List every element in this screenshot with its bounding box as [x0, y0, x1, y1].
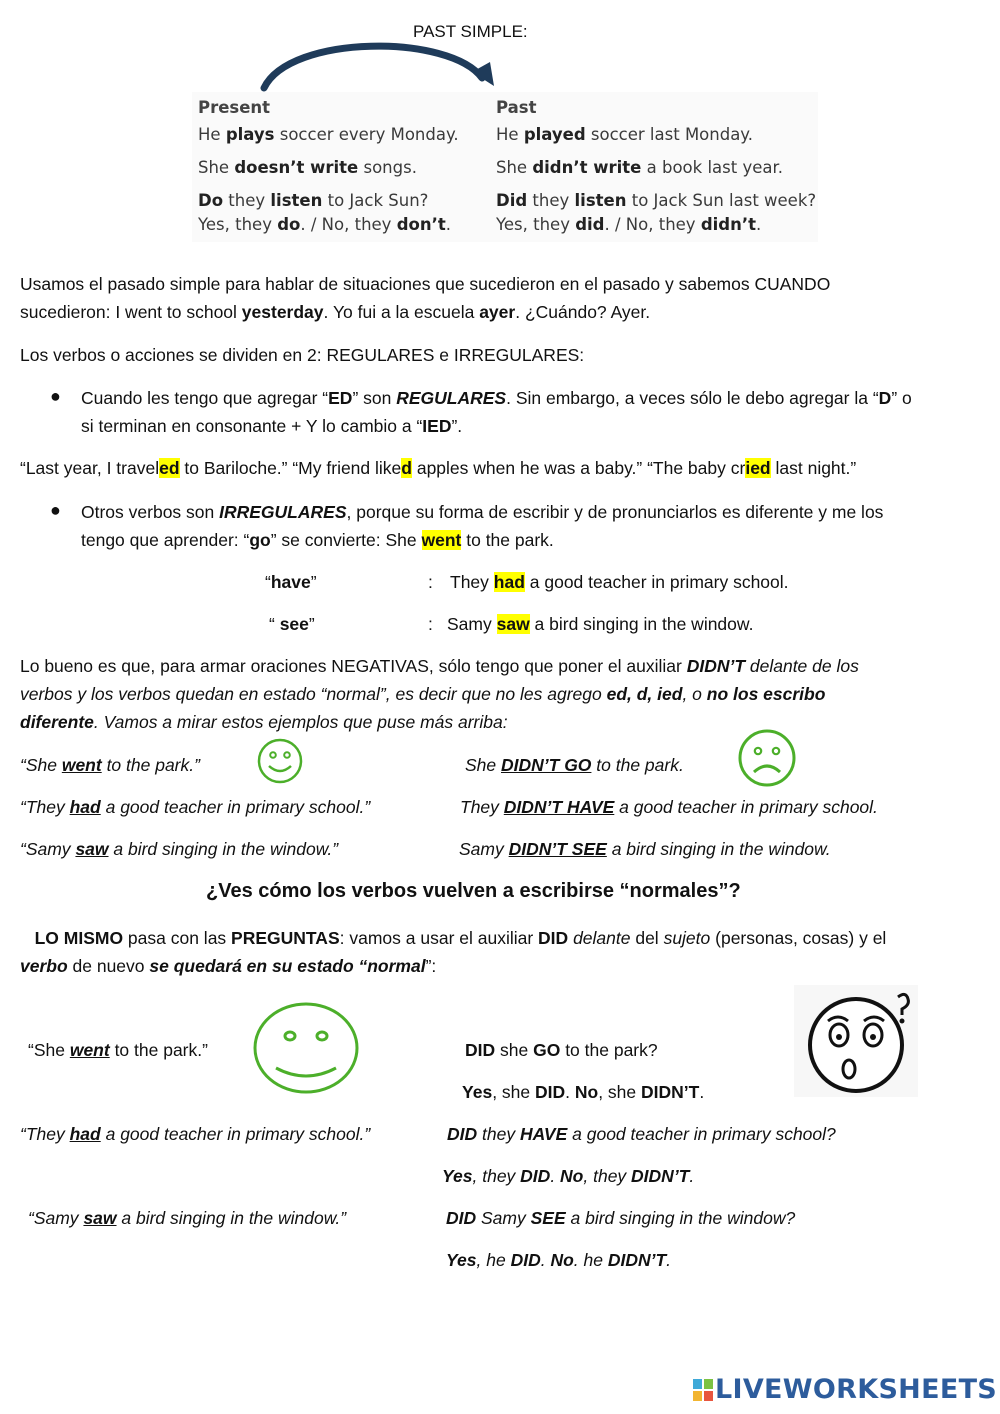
negatives-line-2: verbos y los verbos quedan en estado “normal”, es decir que no les agrego ed, d, ied, o no los escribo: [20, 684, 826, 704]
neg-example-left: “She went to the park.”: [20, 755, 200, 775]
irregular-verb: “ see”: [269, 614, 315, 634]
past-row: She didn’t write a book last year.: [496, 158, 783, 177]
logo-mark-icon: [693, 1379, 713, 1401]
page-title: PAST SIMPLE:: [413, 22, 528, 41]
question-answer: Yes, he DID. No. he DIDN’T.: [446, 1250, 672, 1270]
questions-intro-line-1: LO MISMO pasa con las PREGUNTAS: vamos a usar el auxiliar DID delante del sujeto (personas, cosas) y el: [34, 928, 887, 948]
divide-text: Los verbos o acciones se dividen en 2: REGULARES e IRREGULARES:: [20, 345, 585, 365]
regular-examples: “Last year, I traveled to Bariloche.” “My friend liked apples when he was a baby.” “The baby cried last night.”: [20, 458, 857, 478]
past-row: Yes, they did. / No, they didn’t.: [496, 215, 762, 234]
negatives-line-3: diferente. Vamos a mirar estos ejemplos que puse más arriba:: [20, 712, 508, 732]
question-example-left: “They had a good teacher in primary school.”: [20, 1124, 371, 1144]
question-answer: Yes, she DID. No, she DIDN’T.: [462, 1082, 705, 1102]
present-past-table: [192, 92, 818, 242]
irregular-sentence: Samy saw a bird singing in the window.: [447, 614, 754, 634]
irregular-colon: :: [428, 614, 433, 634]
logo-text: LIVEWORKSHEETS: [715, 1374, 998, 1405]
question-example-right: DID they HAVE a good teacher in primary school?: [447, 1124, 836, 1144]
liveworksheets-logo[interactable]: [693, 1374, 998, 1406]
present-header: Present: [198, 98, 271, 117]
intro-line-2: sucedieron: I went to school yesterday. Yo fui a la escuela ayer. ¿Cuándo? Ayer.: [20, 302, 651, 322]
sad-face-icon: [737, 728, 797, 788]
irregular-colon: :: [428, 572, 433, 592]
neg-example-right: She DIDN’T GO to the park.: [465, 755, 684, 775]
neg-example-left: “They had a good teacher in primary school.”: [20, 797, 371, 817]
irregular-verb: “have”: [265, 572, 317, 592]
present-row: He plays soccer every Monday.: [198, 125, 459, 144]
bullet1-line-2: si terminan en consonante + Y lo cambio a “IED”.: [81, 416, 463, 436]
neg-example-right: They DIDN’T HAVE a good teacher in primary school.: [460, 797, 878, 817]
happy-face-icon: [256, 737, 304, 785]
negatives-line-1: Lo bueno es que, para armar oraciones NEGATIVAS, sólo tengo que poner el auxiliar DIDN’T delante de los: [20, 656, 859, 676]
question-example-left: “She went to the park.”: [28, 1040, 208, 1060]
question-example-right: DID Samy SEE a bird singing in the window?: [446, 1208, 796, 1228]
present-row: Yes, they do. / No, they don’t.: [198, 215, 451, 234]
confused-face-icon: [794, 985, 918, 1097]
bullet2-line-2: tengo que aprender: “go” se convierte: She went to the park.: [81, 530, 554, 550]
neg-example-right: Samy DIDN’T SEE a bird singing in the window.: [459, 839, 831, 859]
bullet-icon: ●: [50, 500, 61, 520]
questions-intro-line-2: verbo de nuevo se quedará en su estado “normal”:: [20, 956, 437, 976]
neg-example-left: “Samy saw a bird singing in the window.”: [20, 839, 339, 859]
question-example-right: DID she GO to the park?: [465, 1040, 658, 1060]
irregular-sentence: They had a good teacher in primary school.: [450, 572, 789, 592]
present-row: She doesn’t write songs.: [198, 158, 417, 177]
bullet1-line-1: Cuando les tengo que agregar “ED” son REGULARES. Sin embargo, a veces sólo le debo agregar la “D” o: [81, 388, 912, 408]
section-heading: ¿Ves cómo los verbos vuelven a escribirse “normales”?: [206, 880, 741, 902]
present-row: Do they listen to Jack Sun?: [198, 191, 429, 210]
past-row: Did they listen to Jack Sun last week?: [496, 191, 817, 210]
bullet2-line-1: Otros verbos son IRREGULARES, porque su forma de escribir y de pronunciarlos es diferente y me los: [81, 502, 884, 522]
past-header: Past: [496, 98, 537, 117]
question-example-left: “Samy saw a bird singing in the window.”: [28, 1208, 347, 1228]
question-answer: Yes, they DID. No, they DIDN’T.: [442, 1166, 695, 1186]
bullet-icon: ●: [50, 386, 61, 406]
happy-face-icon: [250, 1000, 362, 1096]
intro-line-1: Usamos el pasado simple para hablar de situaciones que sucedieron en el pasado y sabemos CUANDO: [20, 274, 831, 294]
curved-arrow-icon: [250, 40, 500, 95]
past-row: He played soccer last Monday.: [496, 125, 753, 144]
